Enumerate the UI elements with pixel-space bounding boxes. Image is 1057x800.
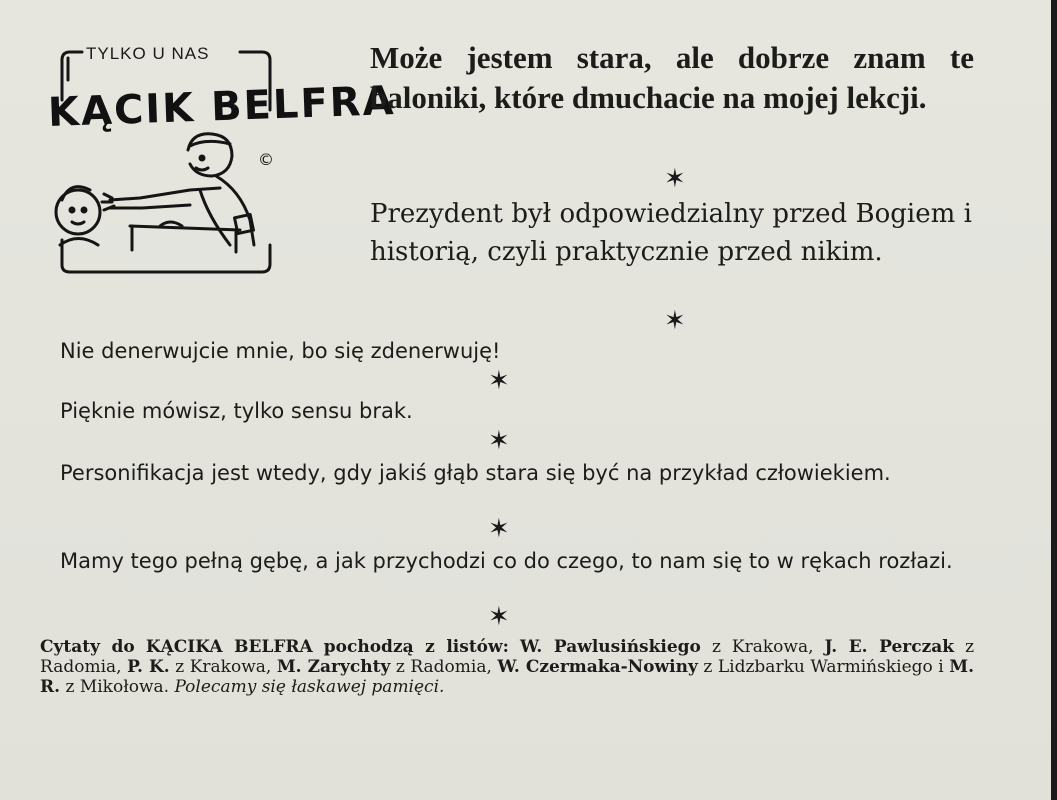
star-separator-icon: ✶ [488,426,510,456]
quote-president: Prezydent był odpowiedzialny przed Bogiem i historią, czyli praktycznie przed nikim. [370,199,972,267]
credits-place: z Lidzbarku Warmińskiego i [703,657,944,677]
credits-name: W. Czermaka-Nowiny [497,657,698,677]
credits-name: M. R. [40,657,974,697]
star-separator-icon: ✶ [664,306,686,336]
credits-name: W. Pawlusińskiego [519,637,701,657]
credits-place: z Krakowa, [711,637,814,657]
star-separator-icon: ✶ [664,164,686,194]
star-separator-icon: ✶ [488,602,510,632]
star-separator-icon: ✶ [488,366,510,396]
logo-tagline: TYLKO U NAS [86,44,210,63]
credits-place: z Radomia, [40,637,975,677]
credits-place: z Radomia, [395,657,492,677]
logo-title: KĄCIK BELFRA [47,77,397,137]
credits-place: z Krakowa, [175,657,272,677]
copyright-icon: © [258,150,274,169]
credits-name: J. E. Perczak [824,637,955,657]
quote-personification: Personifikacja jest wtedy, gdy jakiś głąb stara się być na przykład człowiekiem. [60,461,891,485]
credits-kacik: KĄCIKA BELFRA [145,637,313,657]
quote-sense: Pięknie mówisz, tylko sensu brak. [60,399,413,423]
headline-quote: Może jestem stara, ale dobrze znam te baloniki, które dmuchacie na mojej lekcji. [370,40,974,115]
credits-place: z Mikołowa. [65,677,170,697]
credits-name: P. K. [127,657,170,677]
credits-paragraph [40,637,974,697]
credits-from: pochodzą z listów: [323,637,509,657]
teacher-cartoon-icon [40,40,290,280]
credits-closing: Polecamy się łaskawej pamięci. [174,677,445,697]
star-separator-icon: ✶ [488,514,510,544]
quote-nerves: Nie denerwujcie mnie, bo się zdenerwuję! [60,339,501,363]
page-edge [1051,0,1057,800]
quote-full-mouth: Mamy tego pełną gębę, a jak przychodzi co do czego, to nam się to w rękach rozłazi. [60,549,953,573]
credits-intro: Cytaty do [40,637,135,657]
credits-name: M. Zarychty [276,657,391,677]
